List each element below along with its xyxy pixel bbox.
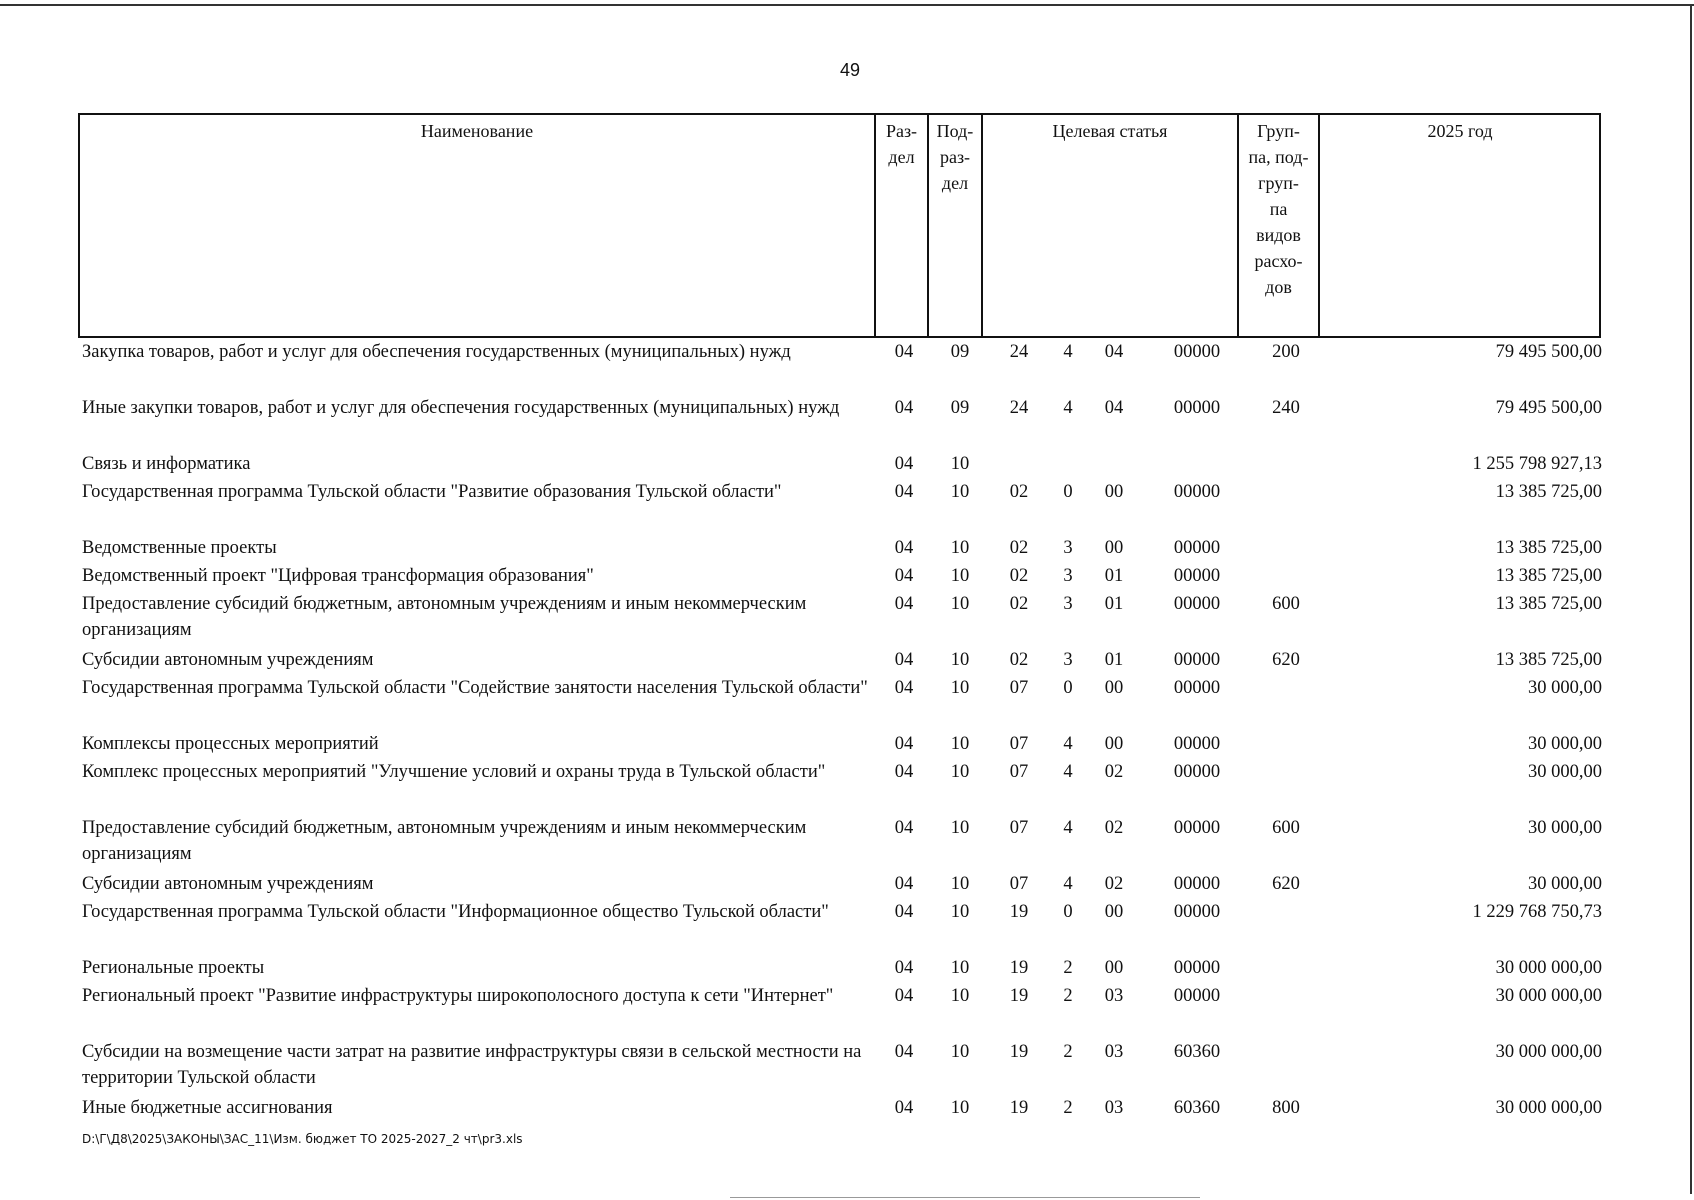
file-path: D:\Г\Д8\2025\ЗАКОНЫ\ЗАС_11\Изм. бюджет ТО 2025-2027_2 чт\pr3.xls xyxy=(82,1132,523,1146)
cell-name: Иные закупки товаров, работ и услуг для обеспечения государственных (муниципальных) нужд xyxy=(82,398,840,418)
cell-t2: 0 xyxy=(1063,902,1073,922)
cell-t1: 24 xyxy=(1009,398,1029,418)
cell-t1: 19 xyxy=(1009,1042,1029,1062)
cell-t4: 00000 xyxy=(1173,958,1221,978)
cell-name: Ведомственные проекты xyxy=(82,538,277,558)
cell-pr: 10 xyxy=(950,678,970,698)
cell-amount: 13 385 725,00 xyxy=(1495,538,1602,558)
cell-rz: 04 xyxy=(894,1042,914,1062)
cell-rz: 04 xyxy=(894,482,914,502)
cell-amount: 30 000,00 xyxy=(1528,762,1602,782)
cell-t3: 00 xyxy=(1104,678,1124,698)
cell-pr: 10 xyxy=(950,818,970,838)
cell-rz: 04 xyxy=(894,678,914,698)
cell-rz: 04 xyxy=(894,650,914,670)
cell-t2: 4 xyxy=(1063,818,1073,838)
cell-t3: 04 xyxy=(1104,398,1124,418)
cell-rz: 04 xyxy=(894,454,914,474)
scan-border-right xyxy=(1690,4,1692,1194)
cell-t3: 03 xyxy=(1104,1042,1124,1062)
cell-pr: 10 xyxy=(950,566,970,586)
cell-t3: 03 xyxy=(1104,1098,1124,1118)
cell-t1: 24 xyxy=(1009,342,1029,362)
cell-t1: 07 xyxy=(1009,874,1029,894)
cell-t4: 00000 xyxy=(1173,678,1221,698)
cell-t2: 3 xyxy=(1063,566,1073,586)
cell-pr: 09 xyxy=(950,342,970,362)
cell-name: Иные бюджетные ассигнования xyxy=(82,1098,333,1118)
header-target-article: Целевая статья xyxy=(1052,121,1168,141)
cell-vr: 620 xyxy=(1272,874,1300,894)
header-year: 2025 год xyxy=(1427,121,1493,141)
cell-amount: 13 385 725,00 xyxy=(1495,594,1602,614)
cell-vr: 200 xyxy=(1272,342,1300,362)
cell-t4: 00000 xyxy=(1173,482,1221,502)
cell-t3: 02 xyxy=(1104,874,1124,894)
cell-t1: 02 xyxy=(1009,594,1029,614)
cell-t4: 00000 xyxy=(1173,902,1221,922)
cell-t4: 00000 xyxy=(1173,342,1221,362)
cell-pr: 10 xyxy=(950,482,970,502)
header-expense-group: Груп- па, под- груп- па видов расхо- дов xyxy=(1248,121,1309,297)
cell-name: Ведомственный проект "Цифровая трансформация образования" xyxy=(82,566,594,586)
cell-amount: 30 000,00 xyxy=(1528,734,1602,754)
cell-amount: 13 385 725,00 xyxy=(1495,482,1602,502)
cell-t4: 00000 xyxy=(1173,398,1221,418)
cell-pr: 10 xyxy=(950,454,970,474)
cell-pr: 10 xyxy=(950,958,970,978)
cell-t4: 00000 xyxy=(1173,762,1221,782)
cell-t4: 00000 xyxy=(1173,874,1221,894)
cell-pr: 10 xyxy=(950,734,970,754)
cell-t2: 2 xyxy=(1063,1042,1073,1062)
cell-t4: 00000 xyxy=(1173,734,1221,754)
cell-rz: 04 xyxy=(894,818,914,838)
cell-amount: 30 000,00 xyxy=(1528,678,1602,698)
cell-name: Закупка товаров, работ и услуг для обеспечения государственных (муниципальных) нужд xyxy=(82,342,791,362)
cell-t2: 4 xyxy=(1063,342,1073,362)
cell-t3: 00 xyxy=(1104,902,1124,922)
cell-vr: 240 xyxy=(1272,398,1300,418)
cell-t4: 00000 xyxy=(1173,818,1221,838)
cell-pr: 10 xyxy=(950,986,970,1006)
cell-t2: 2 xyxy=(1063,986,1073,1006)
cell-amount: 30 000,00 xyxy=(1528,818,1602,838)
cell-t1: 19 xyxy=(1009,902,1029,922)
cell-rz: 04 xyxy=(894,874,914,894)
cell-name: Субсидии на возмещение части затрат на развитие инфраструктуры связи в сельской местности на территории Тульской области xyxy=(82,1042,862,1088)
cell-pr: 10 xyxy=(950,650,970,670)
cell-t4: 00000 xyxy=(1173,650,1221,670)
cell-rz: 04 xyxy=(894,566,914,586)
cell-t2: 0 xyxy=(1063,678,1073,698)
header-podrazdel: Под- раз- дел xyxy=(936,121,974,193)
cell-t4: 00000 xyxy=(1173,986,1221,1006)
cell-amount: 79 495 500,00 xyxy=(1495,342,1602,362)
cell-name: Предоставление субсидий бюджетным, автономным учреждениям и иным некоммерческим организациям xyxy=(82,594,807,640)
cell-name: Государственная программа Тульской области "Развитие образования Тульской области" xyxy=(82,482,782,502)
cell-t1: 19 xyxy=(1009,958,1029,978)
cell-t2: 3 xyxy=(1063,538,1073,558)
cell-t3: 00 xyxy=(1104,734,1124,754)
cell-rz: 04 xyxy=(894,762,914,782)
cell-rz: 04 xyxy=(894,1098,914,1118)
cell-pr: 10 xyxy=(950,1098,970,1118)
cell-t1: 02 xyxy=(1009,482,1029,502)
cell-t2: 2 xyxy=(1063,958,1073,978)
cell-t1: 02 xyxy=(1009,650,1029,670)
cell-vr: 800 xyxy=(1272,1098,1300,1118)
cell-amount: 1 229 768 750,73 xyxy=(1472,902,1602,922)
cell-name: Региональные проекты xyxy=(82,958,265,978)
header-name: Наименование xyxy=(420,121,534,141)
cell-amount: 30 000 000,00 xyxy=(1495,1098,1602,1118)
cell-name: Комплекс процессных мероприятий "Улучшение условий и охраны труда в Тульской области" xyxy=(82,762,826,782)
cell-t2: 4 xyxy=(1063,874,1073,894)
table-header xyxy=(78,113,1601,338)
cell-rz: 04 xyxy=(894,342,914,362)
cell-vr: 620 xyxy=(1272,650,1300,670)
cell-amount: 13 385 725,00 xyxy=(1495,566,1602,586)
cell-t3: 01 xyxy=(1104,566,1124,586)
cell-t1: 02 xyxy=(1009,566,1029,586)
cell-t3: 04 xyxy=(1104,342,1124,362)
cell-vr: 600 xyxy=(1272,594,1300,614)
header-divider xyxy=(981,113,983,338)
scan-border-top xyxy=(0,4,1694,6)
cell-t1: 07 xyxy=(1009,818,1029,838)
cell-amount: 30 000,00 xyxy=(1528,874,1602,894)
cell-pr: 10 xyxy=(950,538,970,558)
cell-t4: 00000 xyxy=(1173,538,1221,558)
cell-name: Субсидии автономным учреждениям xyxy=(82,650,374,670)
header-divider xyxy=(1318,113,1320,338)
cell-rz: 04 xyxy=(894,734,914,754)
cell-t2: 2 xyxy=(1063,1098,1073,1118)
cell-t3: 01 xyxy=(1104,594,1124,614)
cell-pr: 10 xyxy=(950,874,970,894)
cell-name: Предоставление субсидий бюджетным, автономным учреждениям и иным некоммерческим организациям xyxy=(82,818,807,864)
cell-t3: 00 xyxy=(1104,538,1124,558)
cell-amount: 30 000 000,00 xyxy=(1495,958,1602,978)
cell-amount: 1 255 798 927,13 xyxy=(1472,454,1602,474)
cell-rz: 04 xyxy=(894,538,914,558)
cell-rz: 04 xyxy=(894,902,914,922)
scan-mark-bottom xyxy=(730,1197,1200,1198)
cell-t2: 4 xyxy=(1063,762,1073,782)
cell-t2: 3 xyxy=(1063,650,1073,670)
cell-t1: 19 xyxy=(1009,986,1029,1006)
header-razdel: Раз- дел xyxy=(885,121,918,167)
cell-t4: 00000 xyxy=(1173,594,1221,614)
cell-amount: 30 000 000,00 xyxy=(1495,1042,1602,1062)
cell-pr: 10 xyxy=(950,762,970,782)
cell-name: Государственная программа Тульской области "Содействие занятости населения Тульской области" xyxy=(82,678,868,698)
cell-pr: 10 xyxy=(950,1042,970,1062)
cell-t4: 60360 xyxy=(1173,1098,1221,1118)
cell-t2: 3 xyxy=(1063,594,1073,614)
cell-t2: 0 xyxy=(1063,482,1073,502)
cell-t3: 02 xyxy=(1104,818,1124,838)
page-number: 49 xyxy=(839,60,861,80)
cell-t1: 07 xyxy=(1009,734,1029,754)
cell-t3: 02 xyxy=(1104,762,1124,782)
cell-name: Комплексы процессных мероприятий xyxy=(82,734,379,754)
cell-t3: 03 xyxy=(1104,986,1124,1006)
cell-pr: 10 xyxy=(950,902,970,922)
cell-amount: 30 000 000,00 xyxy=(1495,986,1602,1006)
cell-name: Государственная программа Тульской области "Информационное общество Тульской области" xyxy=(82,902,829,922)
cell-t1: 19 xyxy=(1009,1098,1029,1118)
cell-vr: 600 xyxy=(1272,818,1300,838)
cell-pr: 10 xyxy=(950,594,970,614)
cell-t2: 4 xyxy=(1063,398,1073,418)
cell-name: Субсидии автономным учреждениям xyxy=(82,874,374,894)
cell-rz: 04 xyxy=(894,398,914,418)
cell-pr: 09 xyxy=(950,398,970,418)
cell-t4: 60360 xyxy=(1173,1042,1221,1062)
cell-t3: 00 xyxy=(1104,958,1124,978)
cell-rz: 04 xyxy=(894,986,914,1006)
cell-amount: 79 495 500,00 xyxy=(1495,398,1602,418)
cell-t1: 07 xyxy=(1009,762,1029,782)
cell-amount: 13 385 725,00 xyxy=(1495,650,1602,670)
cell-name: Связь и информатика xyxy=(82,454,251,474)
cell-name: Региональный проект "Развитие инфраструктуры широкополосного доступа к сети "Интернет" xyxy=(82,986,834,1006)
cell-t1: 02 xyxy=(1009,538,1029,558)
cell-rz: 04 xyxy=(894,594,914,614)
cell-t1: 07 xyxy=(1009,678,1029,698)
cell-t3: 00 xyxy=(1104,482,1124,502)
cell-rz: 04 xyxy=(894,958,914,978)
cell-t3: 01 xyxy=(1104,650,1124,670)
cell-t4: 00000 xyxy=(1173,566,1221,586)
cell-t2: 4 xyxy=(1063,734,1073,754)
